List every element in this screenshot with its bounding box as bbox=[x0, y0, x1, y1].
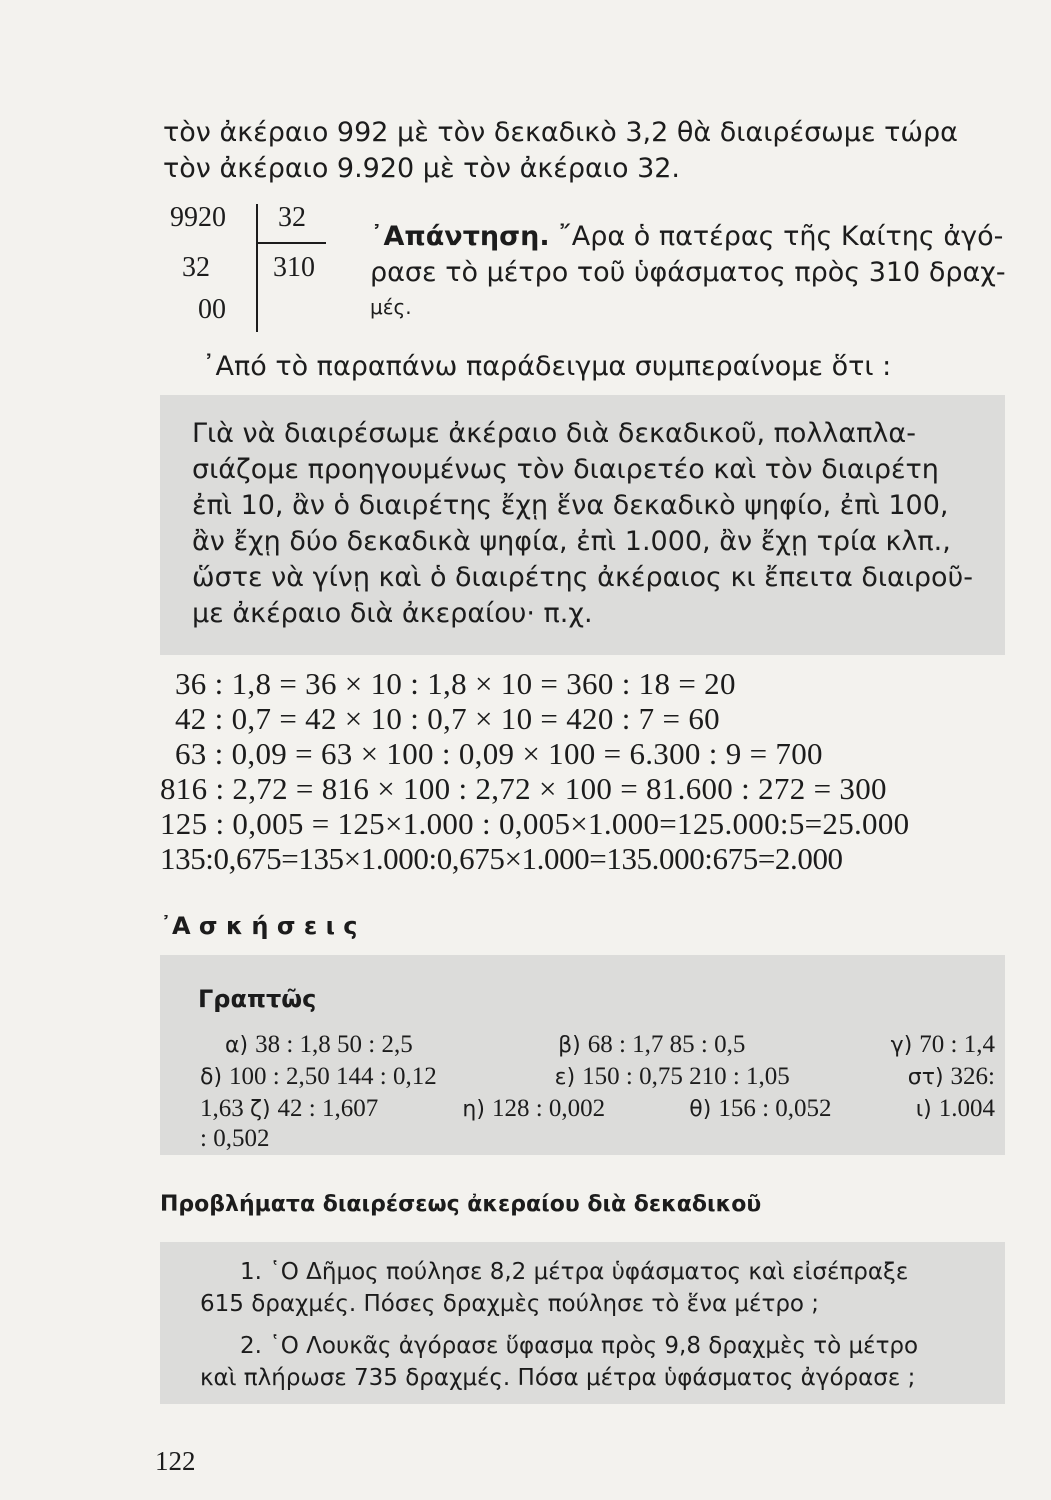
rule-line-6: με ἀκέραιο διὰ ἀκεραίου· π.χ. bbox=[192, 598, 593, 629]
division-quotient: 310 bbox=[273, 252, 315, 283]
exercise-beta: β) 68 : 1,7 85 : 0,5 bbox=[558, 1031, 746, 1058]
written-row-2 bbox=[200, 1061, 995, 1094]
division-partial: 32 bbox=[182, 252, 210, 283]
rule-line-2: σιάζομε προηγουμένως τὸν διαιρετέο καὶ τὸν διαιρέτη bbox=[192, 454, 939, 485]
intro-line-1: τὸν ἀκέραιο 992 μὲ τὸν δεκαδικὸ 3,2 θὰ διαιρέσωμε τώρα bbox=[163, 117, 958, 148]
exercise-epsilon: ε) 150 : 0,75 210 : 1,05 bbox=[554, 1063, 790, 1090]
example-1: 36 : 1,8 = 36 × 10 : 1,8 × 10 = 360 : 18 = 20 bbox=[175, 666, 736, 701]
answer-line-3: μές. bbox=[370, 295, 412, 319]
rule-line-3: ἐπὶ 10, ἂν ὁ διαιρέτης ἔχῃ ἕνα δεκαδικὸ ψηφίο, ἐπὶ 100, bbox=[192, 490, 949, 521]
written-exercises-box bbox=[160, 955, 1005, 1155]
written-row-1 bbox=[225, 1029, 995, 1062]
written-row-4 bbox=[200, 1123, 269, 1155]
example-3: 63 : 0,09 = 63 × 100 : 0,09 × 100 = 6.300 : 9 = 700 bbox=[175, 736, 823, 771]
intro-line-2: τὸν ἀκέραιο 9.920 μὲ τὸν ἀκέραιο 32. bbox=[163, 153, 681, 184]
exercise-eta: η) 128 : 0,002 bbox=[462, 1095, 606, 1122]
exercise-theta: θ) 156 : 0,052 bbox=[689, 1095, 832, 1122]
division-divisor: 32 bbox=[278, 202, 306, 233]
answer-label: ᾿Απάντηση. bbox=[370, 221, 550, 252]
written-heading: Γραπτῶς bbox=[198, 985, 317, 1013]
answer-text-1: ῎Αρα ὁ πατέρας τῆς Καίτης ἀγό- bbox=[558, 221, 1004, 252]
exercises-heading: ᾿Α σ κ ή σ ε ι ς bbox=[160, 912, 358, 940]
rule-box bbox=[160, 395, 1005, 655]
exercise-stigma-cont: 1,63 ζ) 42 : 1,607 bbox=[200, 1095, 379, 1122]
problem-1-line-1: 1. ῾Ο Δῆμος πούλησε 8,2 μέτρα ὑφάσματος καὶ εἰσέπραξε bbox=[240, 1259, 909, 1285]
long-division bbox=[170, 202, 340, 332]
exercise-stigma: στ) 326: bbox=[907, 1063, 995, 1090]
conclusion-text: ᾿Από τὸ παραπάνω παράδειγμα συμπεραίνομε ὅτι : bbox=[202, 351, 892, 382]
answer-line-1 bbox=[370, 220, 1003, 254]
problem-2-line-2: καὶ πλήρωσε 735 δραχμές. Πόσα μέτρα ὑφάσματος ἀγόρασε ; bbox=[200, 1365, 916, 1391]
division-horizontal-bar bbox=[256, 242, 326, 244]
written-row-3 bbox=[200, 1093, 995, 1126]
exercise-delta: δ) 100 : 2,50 144 : 0,12 bbox=[200, 1063, 437, 1090]
rule-line-5: ὥστε νὰ γίνῃ καὶ ὁ διαιρέτης ἀκέραιος κι ἔπειτα διαιροῦ- bbox=[192, 562, 973, 593]
exercise-gamma: γ) 70 : 1,4 bbox=[890, 1031, 995, 1058]
page-number: 122 bbox=[155, 1446, 196, 1476]
example-5: 125 : 0,005 = 125×1.000 : 0,005×1.000=125.000:5=25.000 bbox=[160, 806, 910, 841]
example-2: 42 : 0,7 = 42 × 10 : 0,7 × 10 = 420 : 7 = 60 bbox=[175, 701, 720, 736]
exercise-iota-cont: : 0,502 bbox=[200, 1125, 270, 1152]
rule-line-1: Γιὰ νὰ διαιρέσωμε ἀκέραιο διὰ δεκαδικοῦ, πολλαπλα- bbox=[192, 418, 916, 449]
problem-1-line-2: 615 δραχμές. Πόσες δραχμὲς πούλησε τὸ ἕνα μέτρο ; bbox=[200, 1291, 820, 1317]
example-4: 816 : 2,72 = 816 × 100 : 2,72 × 100 = 81.600 : 272 = 300 bbox=[160, 771, 887, 806]
problems-heading: Προβλήματα διαιρέσεως ἀκεραίου διὰ δεκαδικοῦ bbox=[160, 1192, 762, 1217]
exercise-alpha: α) 38 : 1,8 50 : 2,5 bbox=[225, 1031, 413, 1058]
division-remainder: 00 bbox=[198, 294, 226, 325]
exercise-iota: ι) 1.004 bbox=[915, 1095, 995, 1122]
example-6: 135:0,675=135×1.000:0,675×1.000=135.000:675=2.000 bbox=[160, 841, 843, 876]
division-vertical-bar bbox=[256, 204, 258, 332]
rule-line-4: ἂν ἔχῃ δύο δεκαδικὰ ψηφία, ἐπὶ 1.000, ἂν ἔχῃ τρία κλπ., bbox=[192, 526, 951, 557]
problem-2-line-1: 2. ῾Ο Λουκᾶς ἀγόρασε ὕφασμα πρὸς 9,8 δραχμὲς τὸ μέτρο bbox=[240, 1333, 919, 1359]
division-dividend: 9920 bbox=[170, 202, 226, 233]
answer-line-2: ρασε τὸ μέτρο τοῦ ὑφάσματος πρὸς 310 δραχ- bbox=[370, 257, 1006, 288]
problems-box bbox=[160, 1242, 1005, 1404]
